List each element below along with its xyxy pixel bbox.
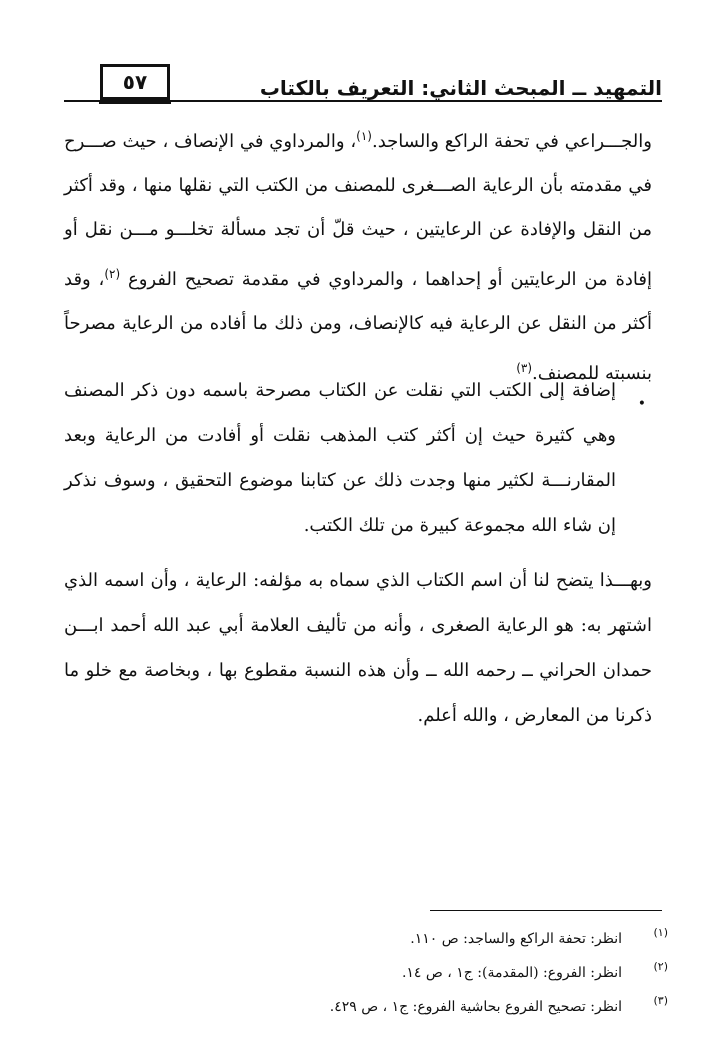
paragraph-1-part-2: ، والمرداوي في الإنصاف ، حيث صـــرح في مقدمته بأن الرعاية الصـــغرى للمصنف من الكتب التي نقلها منها ، وقد أكثر من النقل والإفادة عن الرعايتين ، حيث قلّ أن تجد مسألة تخلـــو مـــن نقل أو إفادة من الرعايتين أو إحداهما ، والمرداوي في مقدمة تصحيح الفروع xyxy=(64,131,652,290)
page-number: ٥٧ xyxy=(100,64,170,100)
paragraph-1-part-3: ، وقد أكثر من النقل عن الرعاية فيه كالإنصاف، ومن ذلك ما أفاده من الرعاية مصرحاً بنسبته للمصنف. xyxy=(64,269,652,384)
footnote-number: (١) xyxy=(653,926,668,939)
footnote-text: انظر: تصحيح الفروع بحاشية الفروع: ج١ ، ص ٤٢٩. xyxy=(329,999,622,1015)
footnote-number: (٣) xyxy=(653,994,668,1007)
footnote-item xyxy=(102,990,668,1024)
footnote-separator xyxy=(430,910,662,911)
bullet-marker: • xyxy=(637,396,646,412)
page-header xyxy=(64,62,662,106)
paragraph-3: وبهـــذا يتضح لنا أن اسم الكتاب الذي سماه به مؤلفه: الرعاية ، وأن اسمه الذي اشتهر به: هو الرعاية الصغرى ، وأنه من تأليف العلامة أبي عبد الله أحمد ابـــن حمدان الحراني ــ رحمه الله ــ وأن هذه النسبة مقطوع بها ، وبخاصة مع خلو ما ذكرنا من المعارض ، والله أعلم. xyxy=(64,570,652,726)
paragraph-1 xyxy=(64,110,652,396)
footnote-text: انظر: الفروع: (المقدمة): ج١ ، ص ١٤. xyxy=(401,965,622,981)
footnote-number: (٢) xyxy=(653,960,668,973)
paragraph-1-part-1: والجـــراعي في تحفة الراكع والساجد. xyxy=(371,131,652,152)
footnote-text: انظر: تحفة الراكع والساجد: ص ١١٠. xyxy=(410,931,622,947)
footnote-item xyxy=(102,956,668,990)
footnote-item xyxy=(102,922,668,956)
footnote-ref-1: (١) xyxy=(356,129,372,143)
footnote-ref-2: (٢) xyxy=(104,267,121,281)
body-text xyxy=(64,110,652,726)
header-title: التمهيد ــ المبحث الثاني: التعريف بالكتاب xyxy=(259,76,662,100)
paragraph-2-text: إضافة إلى الكتب التي نقلت عن الكتاب مصرحة باسمه دون ذكر المصنف وهي كثيرة حيث إن أكثر كتب المذهب نقلت أو أفادت من الرعاية وبعد المقارنـــة لكثير منها وجدت ذلك عن كتابنا موضوع التحقيق ، وسوف نذكر إن شاء الله مجموعة كبيرة من تلك الكتب. xyxy=(64,380,616,536)
footnotes xyxy=(102,922,668,1024)
footnote-ref-3: (٣) xyxy=(516,361,533,375)
paragraph-2 xyxy=(64,368,646,548)
